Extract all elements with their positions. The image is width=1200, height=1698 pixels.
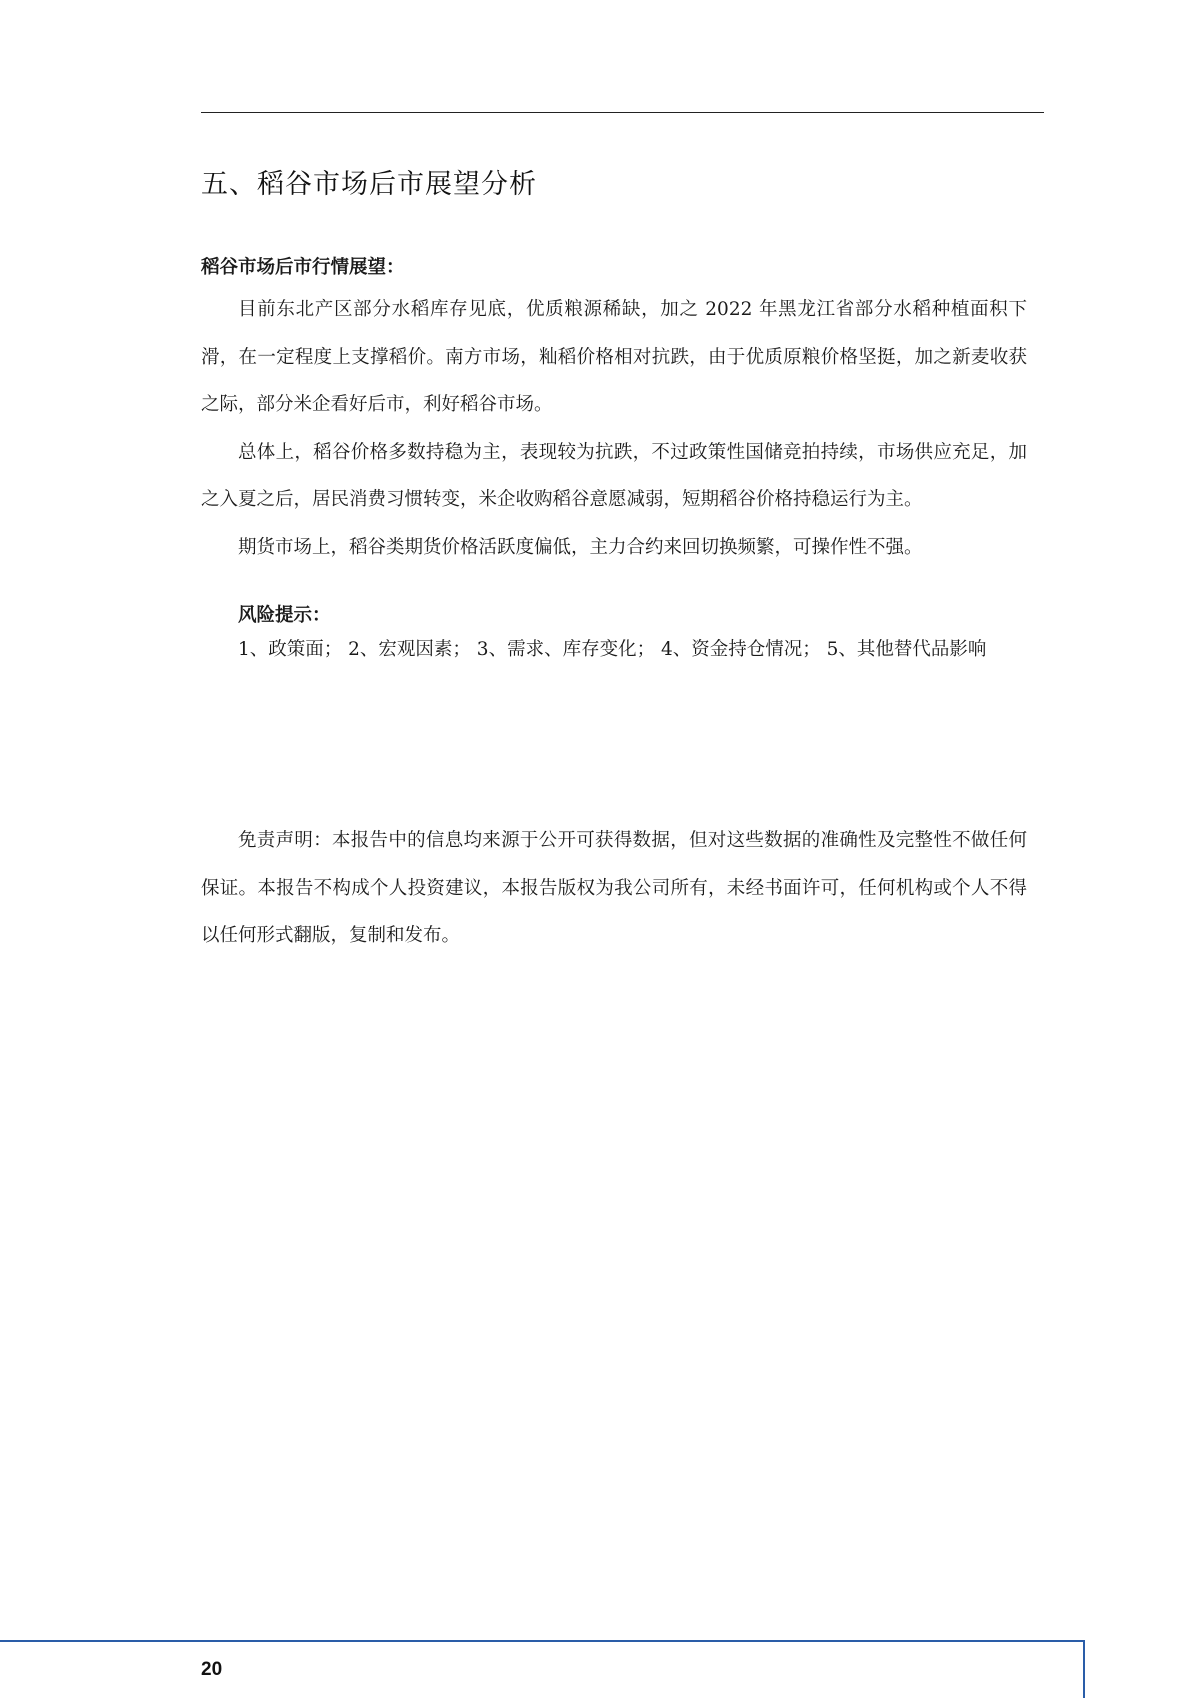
outlook-paragraph-3: 期货市场上，稻谷类期货价格活跃度偏低，主力合约来回切换频繁，可操作性不强。 bbox=[238, 536, 923, 558]
risk-heading: 风险提示： bbox=[238, 605, 331, 626]
risk-section bbox=[201, 599, 1027, 667]
footer-rule bbox=[0, 1640, 1085, 1642]
footer-rule-vertical bbox=[1083, 1640, 1085, 1698]
risk-list: 1、政策面； 2、宏观因素； 3、需求、库存变化； 4、资金持仓情况； 5、其他替代品影响 bbox=[238, 639, 987, 660]
outlook-paragraph-1: 目前东北产区部分水稻库存见底，优质粮源稀缺，加之 2022 年黑龙江省部分水稻种植面积下滑，在一定程度上支撑稻价。南方市场，籼稻价格相对抗跌，由于优质原粮价格坚挺，加之新麦收获之际，部分米企看好后市，利好稻谷市场。 bbox=[201, 299, 1027, 415]
disclaimer-section bbox=[201, 817, 1027, 960]
page-number: 20 bbox=[201, 1659, 223, 1680]
outlook-paragraph-2: 总体上，稻谷价格多数持稳为主，表现较为抗跌，不过政策性国储竞拍持续，市场供应充足，加之入夏之后，居民消费习惯转变，米企收购稻谷意愿减弱，短期稻谷价格持稳运行为主。 bbox=[201, 441, 1027, 510]
report-body bbox=[201, 250, 1027, 960]
header-rule bbox=[201, 112, 1044, 113]
section-title: 五、稻谷市场后市展望分析 bbox=[201, 169, 537, 200]
disclaimer-text: 免责声明：本报告中的信息均来源于公开可获得数据，但对这些数据的准确性及完整性不做任何保证。本报告不构成个人投资建议，本报告版权为我公司所有，未经书面许可，任何机构或个人不得以任何形式翻版，复制和发布。 bbox=[201, 830, 1027, 946]
outlook-heading: 稻谷市场后市行情展望： bbox=[201, 257, 405, 278]
